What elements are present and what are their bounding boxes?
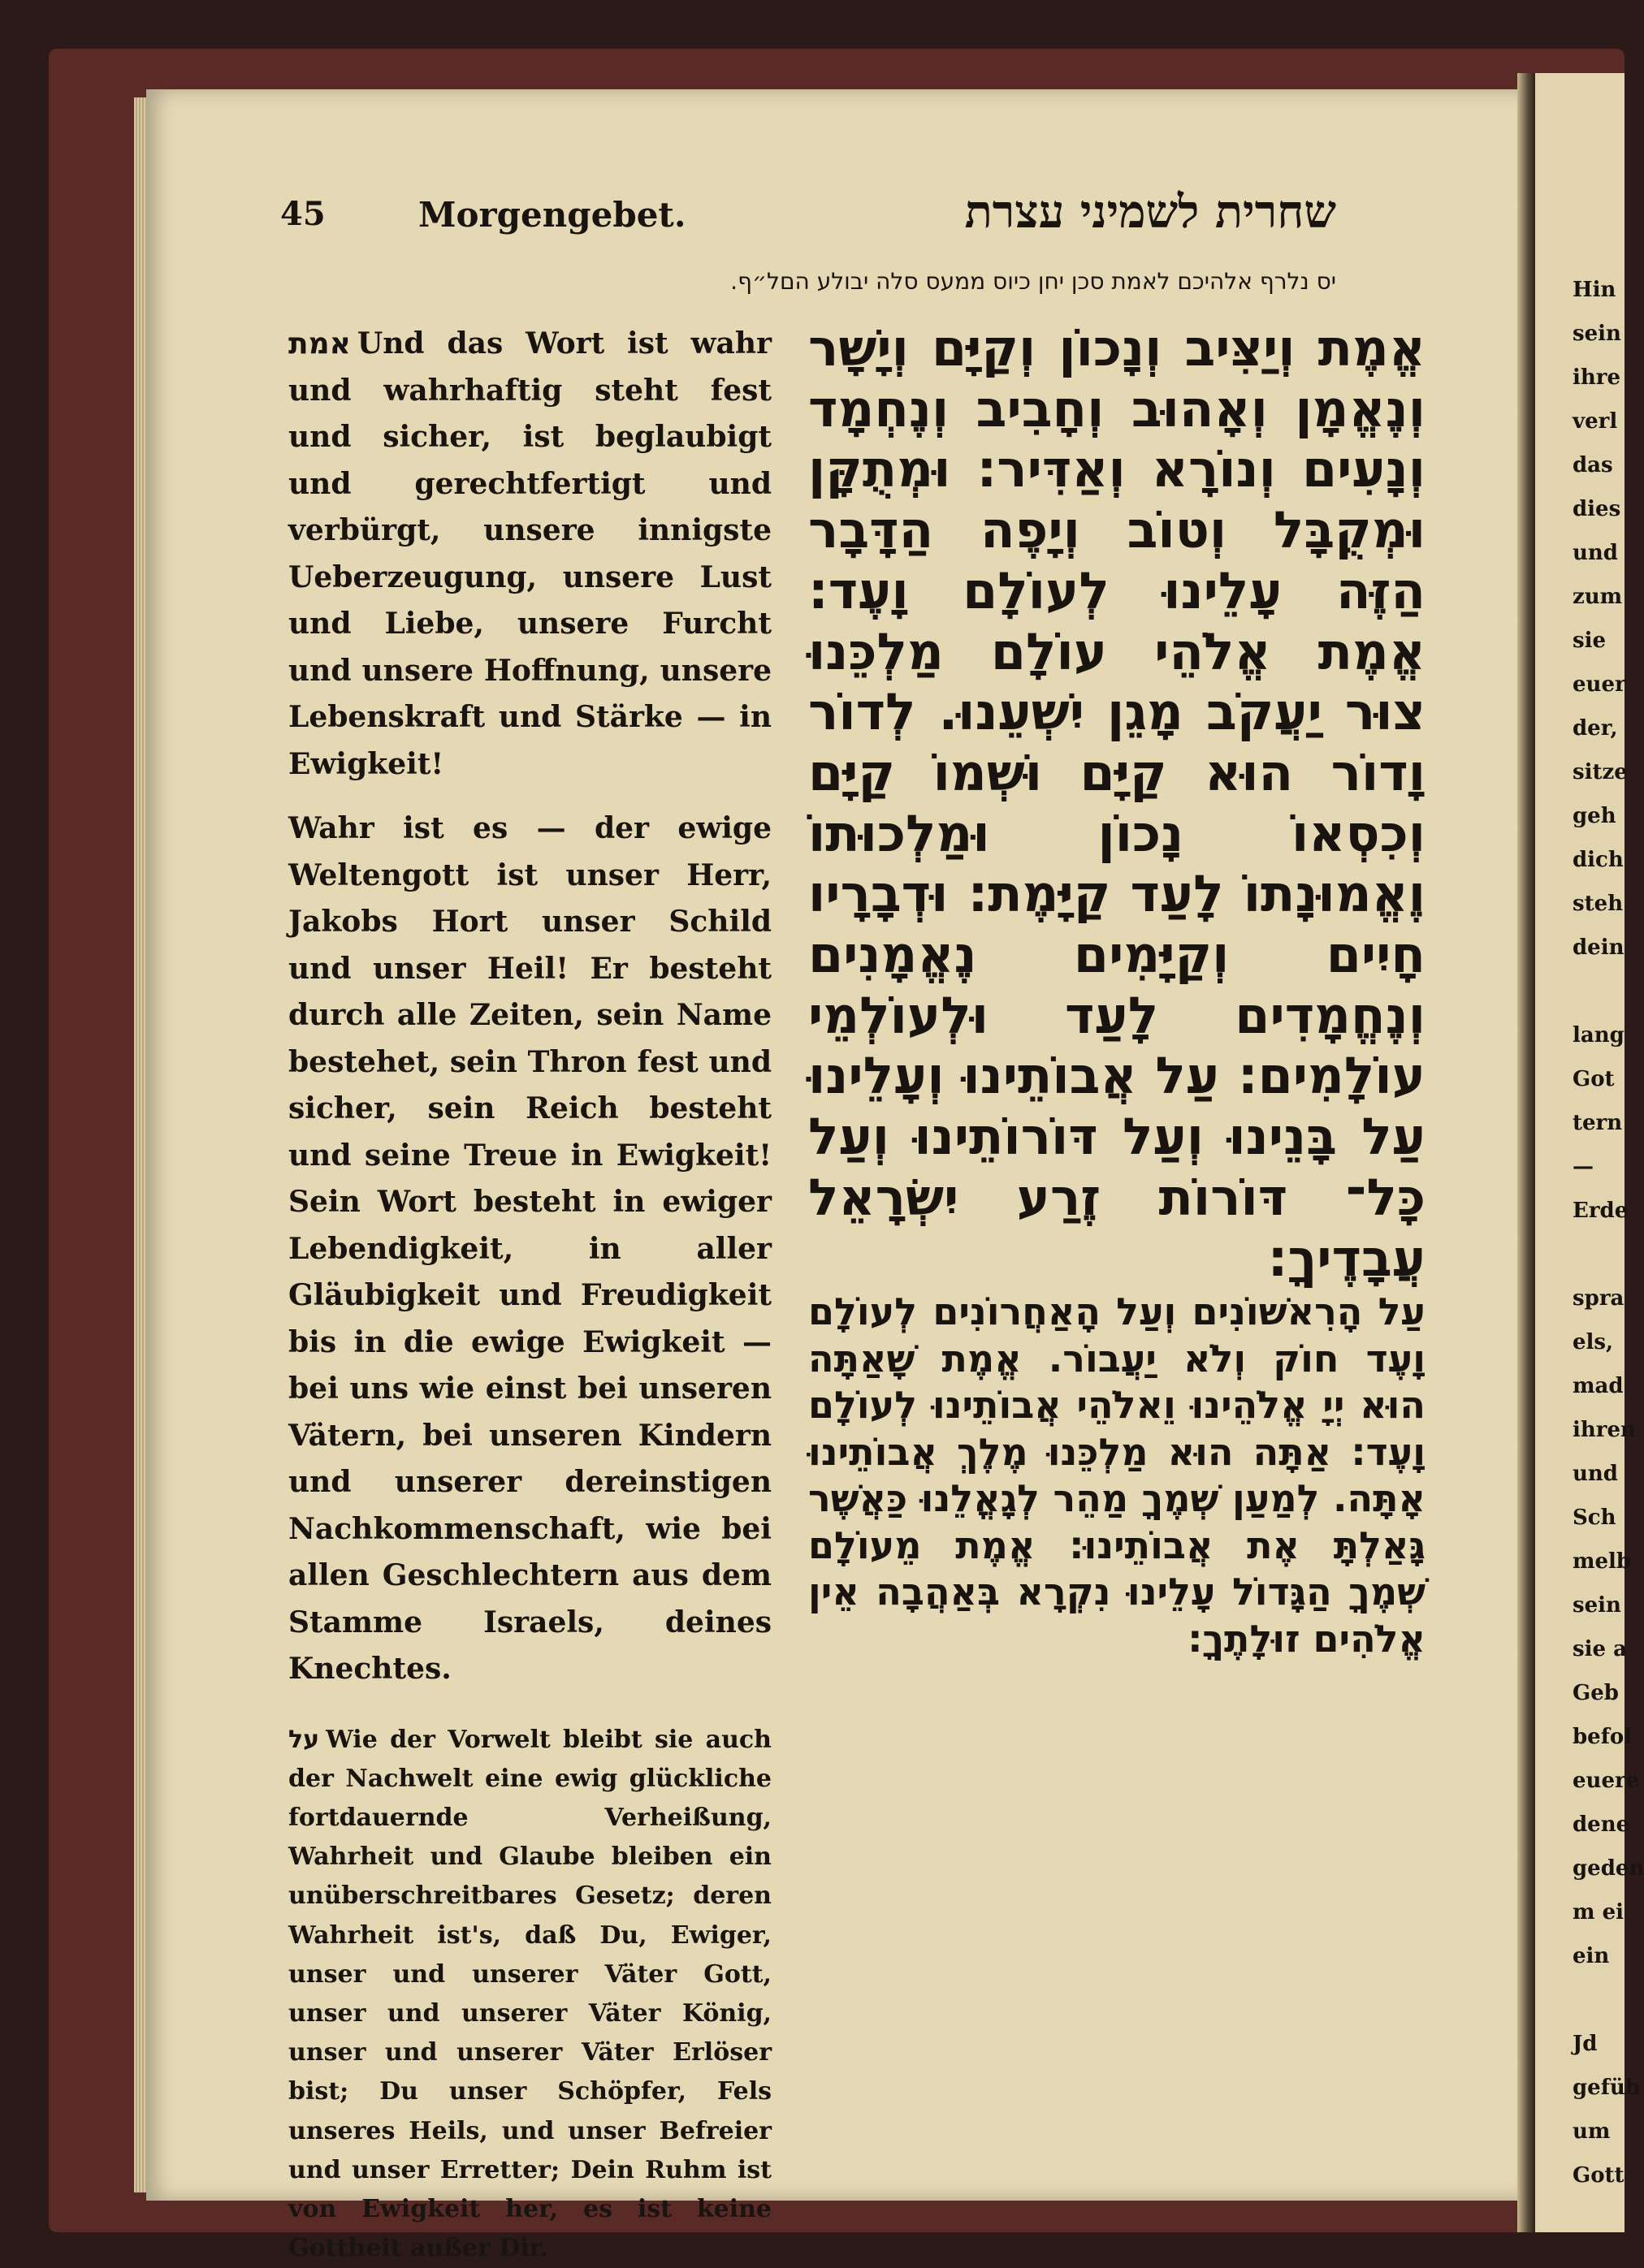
facing-page-word	[1573, 1978, 1623, 2022]
facing-page-word: Jd	[1573, 2022, 1623, 2066]
facing-page-word: Hin	[1573, 268, 1623, 312]
facing-page-word: ein	[1573, 1934, 1623, 1978]
facing-page-word	[1573, 1233, 1623, 1277]
german-paragraph-text: Wie der Vorwelt bleibt sie auch der Nachwelt eine ewig glückliche fortdauernde Verheißung, Wahrheit und Glaube bleiben ein unüberschreitbares Gesetz; deren Wahrheit ist's, daß Du, Ewiger, unser und unserer Väter Gott, unser und unserer Väter König, unser und unserer Väter Erlöser bist; Du unser Schöpfer, Fels unseres Heils, und unser Befreier und unser Erretter; Dein Ruhm ist von Ewigkeit her, es ist keine Gottheit außer Dir.	[288, 1726, 772, 2263]
german-paragraph: Wahr ist es — der ewige Weltengott ist unser Herr, Jakobs Hort unser Schild und unser Heil! Er besteht durch alle Zeiten, sein Name bestehet, sein Thron fest und sicher, sein Reich besteht und seine Treue in Ewigkeit! Sein Wort besteht in ewiger Lebendigkeit, in aller Gläubigkeit und Freudigkeit bis in die ewige Ewigkeit — bei uns wie einst bei unseren Vätern, bei unseren Kindern und unserer dereinstigen Nachkommenschaft, wie bei allen Geschlechtern aus dem Stamme Israels, deines Knechtes.	[288, 806, 772, 1693]
hebrew-catchword: על	[288, 1726, 319, 1754]
facing-page-word: gefüh	[1573, 2066, 1623, 2110]
facing-page-word: ihren	[1573, 1408, 1623, 1452]
facing-page-word: um	[1573, 2110, 1623, 2154]
hebrew-catchword: אמת	[288, 327, 351, 361]
facing-page-word: der,	[1573, 706, 1623, 750]
hebrew-mnemonic-line: יס נלרף אלהיכם לאמת סכן יחן כיוס ממעס סלה יבולע הםל״ף.	[471, 268, 1336, 295]
facing-page-word: els,	[1573, 1320, 1623, 1364]
german-paragraph-small	[288, 1721, 772, 2268]
facing-page-word: dene	[1573, 1803, 1623, 1847]
facing-page-word: ihre	[1573, 356, 1623, 400]
facing-page-word: geden	[1573, 1847, 1623, 1890]
facing-page-word: dein	[1573, 926, 1623, 970]
book-gutter	[1517, 73, 1535, 2232]
facing-page-word: geh	[1573, 794, 1623, 838]
german-paragraph	[288, 321, 772, 788]
facing-page-word: Erde	[1573, 1189, 1623, 1233]
facing-page-text-edge	[1573, 268, 1623, 2197]
facing-page-word: Gott	[1573, 2154, 1623, 2197]
facing-page-word	[1573, 970, 1623, 1013]
facing-page-word: sein	[1573, 312, 1623, 356]
facing-page-word: mad	[1573, 1364, 1623, 1408]
facing-page-word: spra	[1573, 1277, 1623, 1320]
facing-page-word: verl	[1573, 400, 1623, 443]
facing-page-word: zum	[1573, 575, 1623, 619]
facing-page-word: dies	[1573, 487, 1623, 531]
facing-page-word: lang	[1573, 1013, 1623, 1057]
facing-page-word: euer	[1573, 663, 1623, 706]
hebrew-paragraph-large: אֱמֶת וְיַצִּיב וְנָכוֹן וְקַיָּם וְיָשָׁר וְנֶאֱמָן וְאָהוּב וְחָבִיב וְנֶחְמָד וְנָעִים וְנוֹרָא וְאַדִּיר: וּמְתֻקָּן וּמְקֻבָּל וְטוֹב וְיָפֶה הַדָּבָר הַזֶּה עָלֵינוּ לְעוֹלָם וָעֶד: אֱמֶת אֱלֹהֵי עוֹלָם מַלְכֵּנוּ צוּר יַעֲקֹב מָגֵן יִשְׁעֵנוּ. לְדוֹר וָדוֹר הוּא קַיָּם וּשְׁמוֹ קַיָּם וְכִסְאוֹ נָכוֹן וּמַלְכוּתוֹ וֶאֱמוּנָתוֹ לָעַד קַיָּמֶת: וּדְבָרָיו חָיִים וְקַיָּמִים נֶאֱמָנִים וְנֶחֱמָדִים לָעַד וּלְעוֹלְמֵי עוֹלָמִים: עַל אֲבוֹתֵינוּ וְעָלֵינוּ עַל בָּנֵינוּ וְעַל דּוֹרוֹתֵינוּ וְעַל כָּל־ דּוֹרוֹת זֶרַע יִשְׂרָאֵל עֲבָדֶיךָ:	[808, 318, 1426, 1289]
hebrew-prayer-column	[808, 318, 1426, 1662]
facing-page-word: und	[1573, 531, 1623, 575]
facing-page-word: sie a	[1573, 1627, 1623, 1671]
facing-page-word: und	[1573, 1452, 1623, 1496]
german-title: Morgengebet.	[418, 195, 686, 235]
facing-page-word: tern	[1573, 1101, 1623, 1145]
facing-page-word: Got	[1573, 1057, 1623, 1101]
facing-page-word: euere	[1573, 1759, 1623, 1803]
facing-page-word: sitze	[1573, 750, 1623, 794]
facing-page-word: melb	[1573, 1540, 1623, 1583]
facing-page-word: das	[1573, 443, 1623, 487]
running-head	[0, 171, 1625, 252]
facing-page-word: m ei	[1573, 1890, 1623, 1934]
hebrew-paragraph: עַל הָרִאשׁוֹנִים וְעַל הָאַחֲרוֹנִים לְעוֹלָם וָעֶד חוֹק וְלֹא יַעֲבוֹר. אֱמֶת שָׁאַתָּה הוּא יְיָ אֱלֹהֵינוּ וֵאלֹהֵי אֲבוֹתֵינוּ לְעוֹלָם וָעֶד: אַתָּה הוּא מַלְכֵּנוּ מֶלֶךְ אֲבוֹתֵינוּ אָתָּה. לְמַעַן שְׁמֶךָ מַהֵר לְגָאֳלֵנוּ כַּאֲשֶׁר גָּאַלְתָּ אֶת אֲבוֹתֵינוּ: אֱמֶת מֵעוֹלָם שְׁמֶךָ הַגָּדוֹל עָלֵינוּ נִקְרָא בְּאַהֲבָה אֵין אֱלֹהִים זוּלָתֶךָ:	[808, 1289, 1426, 1662]
facing-page-word: Sch	[1573, 1496, 1623, 1540]
page-number: 45	[280, 195, 326, 233]
facing-page-word: dich	[1573, 838, 1623, 882]
hebrew-title: שחרית לשמיני עצרת	[965, 185, 1336, 239]
facing-page-word: steh	[1573, 882, 1623, 926]
facing-page-word: befol	[1573, 1715, 1623, 1759]
facing-page-word: Geb	[1573, 1671, 1623, 1715]
facing-page-word: sie	[1573, 619, 1623, 663]
facing-page-word: sein	[1573, 1583, 1623, 1627]
german-translation-column	[288, 321, 772, 2268]
german-paragraph-text: Und das Wort ist wahr und wahrhaftig steht fest und sicher, ist beglaubigt und gerechtfertigt und verbürgt, unsere innigste Ueberzeugung, unsere Lust und Liebe, unsere Furcht und unsere Hoffnung, unsere Lebenskraft und Stärke — in Ewigkeit!	[288, 326, 772, 781]
facing-page-word: —	[1573, 1145, 1623, 1189]
